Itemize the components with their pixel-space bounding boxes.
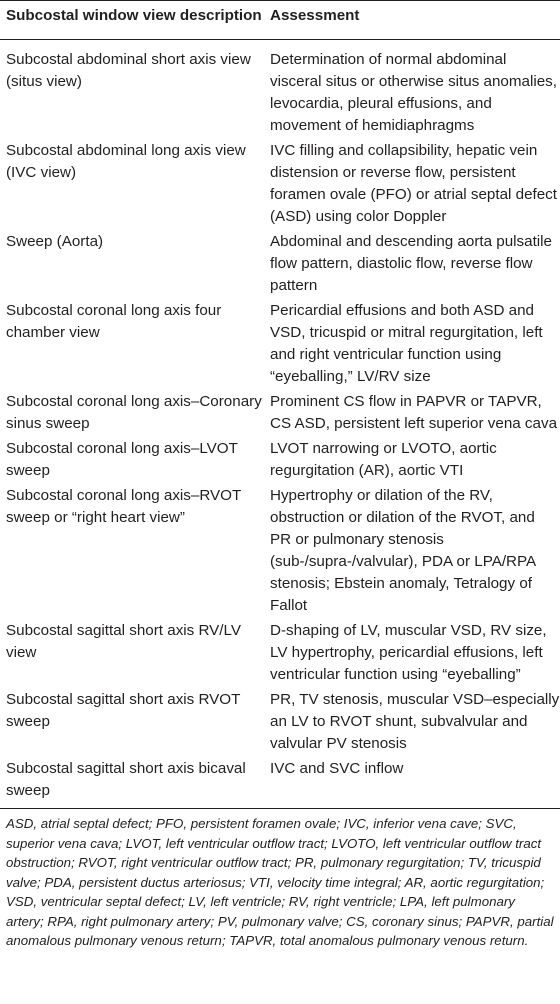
table-row (0, 391, 560, 438)
assessment-cell: Pericardial effusions and both ASD and VSD, tricuspid or mitral regurgitation, left and right ventricular function using “eyeballing,” LV/RV size (270, 302, 543, 385)
table-header (0, 1, 560, 40)
header-assessment: Assessment (266, 1, 560, 40)
table-row (0, 758, 560, 809)
assessment-cell: IVC and SVC inflow (266, 758, 560, 809)
view-cell: Subcostal sagittal short axis bicaval sweep (0, 758, 266, 809)
view-cell: Subcostal coronal long axis–LVOT sweep (6, 440, 238, 479)
table-row (0, 140, 560, 231)
table-body (0, 40, 560, 809)
table-row (0, 438, 560, 485)
assessment-cell: Abdominal and descending aorta pulsatile flow pattern, diastolic flow, reverse flow pattern (270, 233, 553, 294)
table-row (0, 300, 560, 391)
assessment-cell: Hypertrophy or dilation of the RV, obstruction or dilation of the RVOT, and PR or pulmonary stenosis (sub-/supra-/valvular), PDA or LPA/RPA stenosis; Ebstein anomaly, Tetralogy of Fallot (270, 487, 536, 614)
view-cell: Subcostal coronal long axis–RVOT sweep or “right heart view” (6, 487, 241, 526)
table-row (0, 689, 560, 758)
view-cell: Subcostal coronal long axis–Coronary sinus sweep (6, 393, 262, 432)
assessment-cell: PR, TV stenosis, muscular VSD–especially an LV to RVOT shunt, subvalvular and valvular PV stenosis (270, 691, 560, 752)
view-cell: Subcostal sagittal short axis RVOT sweep (6, 691, 241, 730)
view-cell: Subcostal coronal long axis four chamber view (6, 302, 222, 341)
header-row (0, 1, 560, 40)
assessment-cell: Determination of normal abdominal visceral situs or otherwise situs anomalies, levocardia, pleural effusions, and movement of hemidiaphragms (270, 51, 557, 134)
view-cell: Subcostal abdominal long axis view (IVC view) (6, 142, 246, 181)
table-footnote: ASD, atrial septal defect; PFO, persistent foramen ovale; IVC, inferior vena cave; SVC, superior vena cava; LVOT, left ventricular outflow tract; LVOTO, left ventricular outflow tract obstruction; RVOT, right ventricular outflow tract; PR, pulmonary regurgitation; TV, tricuspid valve; PDA, persistent ductus arteriosus; VTI, velocity time integral; AR, aortic regurgitation; VSD, ventricular septal defect; LV, left ventricle; RV, right ventricle; LPA, left pulmonary artery; RPA, right pulmonary artery; PV, pulmonary valve; CS, coronary sinus; PAPVR, partial anomalous pulmonary venous return; TAPVR, total anomalous pulmonary venous return. (6, 816, 554, 948)
view-cell: Subcostal abdominal short axis view (situs view) (6, 51, 251, 90)
view-cell: Subcostal sagittal short axis RV/LV view (6, 622, 241, 661)
header-view-description: Subcostal window view description (0, 1, 266, 40)
view-cell: Sweep (Aorta) (6, 233, 104, 250)
assessment-cell: LVOT narrowing or LVOTO, aortic regurgitation (AR), aortic VTI (270, 440, 497, 479)
table-row (0, 40, 560, 141)
assessment-cell: IVC filling and collapsibility, hepatic vein distension or reverse flow, persistent foramen ovale (PFO) or atrial septal defect (ASD) using color Doppler (270, 142, 557, 225)
table-row (0, 485, 560, 620)
assessment-cell: D-shaping of LV, muscular VSD, RV size, LV hypertrophy, pericardial effusions, left ventricular function using “eyeballing” (270, 622, 547, 683)
assessment-cell: Prominent CS flow in PAPVR or TAPVR, CS ASD, persistent left superior vena cava (270, 393, 558, 432)
table-row (0, 620, 560, 689)
table-row (0, 231, 560, 300)
